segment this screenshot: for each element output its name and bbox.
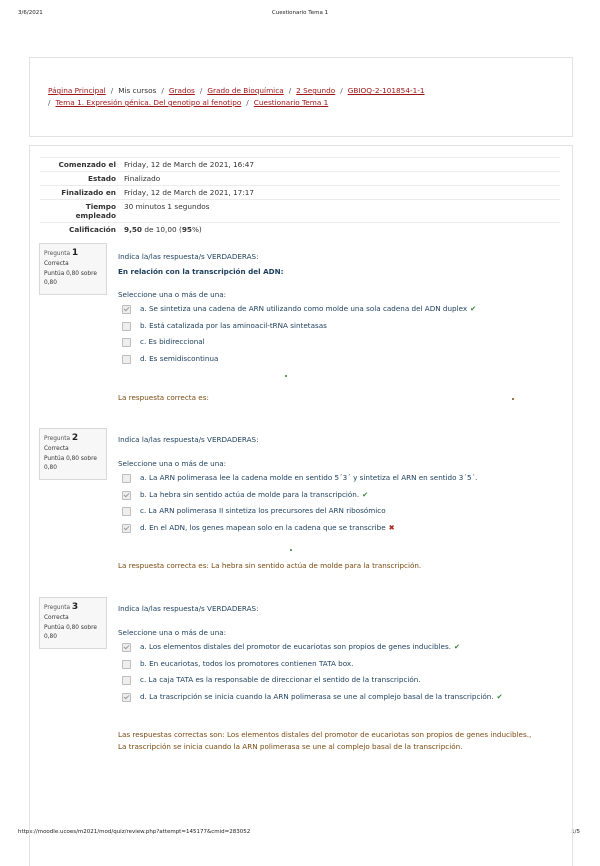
question-number: 3: [71, 602, 79, 612]
question-content: [118, 435, 548, 537]
answer-checkbox[interactable]: [122, 355, 131, 364]
answer-instruction: Seleccione una o más de una:: [118, 628, 227, 637]
right-answer: La respuesta correcta es:: [118, 393, 209, 402]
answer-checkbox[interactable]: [122, 676, 131, 685]
breadcrumb: Página Principal / Mis cursos / Grados / Grado de Bioquímica / 2 Segundo / GBIOQ-2-101854-1-1 / Tema 1. Expresión génica. Del genotipo al fenotipo / Cuestionario Tema 1: [48, 86, 425, 107]
print-url: https://moodle.ucoes/m2021/mod/quiz/review.php?attempt=145177&cmid=283052: [18, 829, 251, 835]
question-subtitle: En relación con la transcripción del ADN:: [118, 267, 284, 276]
question-points: Puntúa 0,80 sobre 0,80: [44, 456, 97, 471]
answer-checkbox[interactable]: [122, 643, 131, 652]
question-content: [118, 252, 548, 368]
answer-text: a. La ARN polimerasa lee la cadena molde en sentido 5´3´ y sintetiza el ARN en sentido 3´5´.: [140, 473, 478, 482]
answer-checkbox[interactable]: [122, 322, 131, 331]
answer-option: [118, 302, 548, 319]
question-content: [118, 604, 548, 706]
breadcrumb-biochemistry[interactable]: Grado de Bioquímica: [207, 86, 284, 95]
question-prompt: Indica la/las respuesta/s VERDADERAS:: [118, 604, 259, 613]
summary-value: Finalizado: [120, 172, 560, 186]
answer-checkbox[interactable]: [122, 491, 131, 500]
answer-checkbox[interactable]: [122, 693, 131, 702]
summary-row: [40, 200, 560, 223]
summary-key: Finalizado en: [40, 186, 120, 200]
answer-instruction: Seleccione una o más de una:: [118, 459, 227, 468]
answer-checkbox[interactable]: [122, 660, 131, 669]
summary-value: Friday, 12 de March de 2021, 16:47: [120, 158, 560, 172]
answer-option: [118, 521, 548, 538]
question-prompt: Indica la/las respuesta/s VERDADERAS:: [118, 435, 259, 444]
right-answer: La respuesta correcta es: La hebra sin sentido actúa de molde para la transcripción.: [118, 561, 422, 570]
answer-text: b. La hebra sin sentido actúa de molde para la transcripción.: [140, 489, 360, 499]
answer-option: [118, 690, 548, 707]
correct-check-icon: ✔: [470, 304, 477, 313]
grade-score: 9,50: [124, 225, 143, 234]
question-label: Pregunta: [44, 436, 71, 442]
feedback-dot: [285, 375, 287, 377]
breadcrumb-my-courses: Mis cursos: [118, 86, 157, 95]
answer-list: [118, 471, 548, 537]
question-label: Pregunta: [44, 605, 71, 611]
answer-checkbox[interactable]: [122, 305, 131, 314]
answer-text: c. Es bidireccional: [140, 337, 205, 346]
question-points: Puntúa 0,80 sobre 0,80: [44, 625, 97, 640]
answer-text: b. Está catalizada por las aminoacil-tRNA sintetasas: [140, 320, 327, 330]
feedback-dot: [512, 398, 514, 400]
question-info: [39, 243, 107, 295]
incorrect-cross-icon: ✖: [388, 522, 395, 532]
answer-option: [118, 352, 548, 369]
answer-option: [118, 471, 548, 488]
summary-key: Estado: [40, 172, 120, 186]
grade-percent: 95: [181, 225, 192, 234]
answer-list: [118, 302, 548, 368]
summary-row: [40, 223, 560, 237]
summary-row: [40, 158, 560, 172]
answer-text: d. Es semidiscontinua: [140, 353, 219, 363]
question-state: Correcta: [44, 615, 69, 621]
answer-option: [118, 657, 548, 674]
answer-checkbox[interactable]: [122, 474, 131, 483]
question-info: [39, 597, 107, 649]
print-date: 3/6/2021: [18, 10, 43, 16]
answer-instruction: Seleccione una o más de una:: [118, 290, 227, 299]
grade-total: de 10,00 (: [142, 225, 182, 234]
answer-option: [118, 335, 548, 352]
answer-checkbox[interactable]: [122, 507, 131, 516]
answer-option: [118, 319, 548, 336]
question-prompt: Indica la/las respuesta/s VERDADERAS:: [118, 252, 259, 261]
correct-check-icon: ✔: [362, 489, 369, 499]
correct-check-icon: ✔: [496, 691, 503, 701]
summary-key: Calificación: [40, 223, 120, 237]
question-points: Puntúa 0,80 sobre 0,80: [44, 271, 97, 286]
breadcrumb-panel: [29, 57, 573, 137]
question-state: Correcta: [44, 446, 69, 452]
answer-option: [118, 673, 548, 690]
summary-key: Tiempo empleado: [40, 200, 120, 223]
summary-row: [40, 172, 560, 186]
feedback-dot: [290, 549, 292, 551]
answer-option: [118, 488, 548, 505]
answer-text: d. La trascripción se inicia cuando la ARN polimerasa se une al complejo basal de la transcripción.: [140, 691, 494, 701]
breadcrumb-quiz[interactable]: Cuestionario Tema 1: [253, 98, 329, 107]
answer-option: [118, 640, 548, 657]
breadcrumb-home[interactable]: Página Principal: [48, 86, 106, 95]
summary-value: Friday, 12 de March de 2021, 17:17: [120, 186, 560, 200]
answer-checkbox[interactable]: [122, 524, 131, 533]
breadcrumb-course-code[interactable]: GBIOQ-2-101854-1-1: [347, 86, 425, 95]
question-label: Pregunta: [44, 251, 71, 257]
summary-row: [40, 186, 560, 200]
answer-text: a. Se sintetiza una cadena de ARN utilizando como molde una sola cadena del ADN duplex: [140, 304, 468, 313]
breadcrumb-topic[interactable]: Tema 1. Expresión génica. Del genotipo al fenotipo: [55, 98, 242, 107]
answer-text: c. La ARN polimerasa II sintetiza los precursores del ARN ribosómico: [140, 506, 386, 515]
grade-end: %): [192, 225, 202, 234]
grade-value: [120, 223, 560, 237]
breadcrumb-degrees[interactable]: Grados: [168, 86, 195, 95]
answer-text: d. En el ADN, los genes mapean solo en la cadena que se transcribe: [140, 522, 386, 532]
answer-text: a. Los elementos distales del promotor de eucariotas son propios de genes inducibles.: [140, 642, 452, 651]
question-number: 1: [71, 248, 79, 258]
question-number: 2: [71, 433, 79, 443]
summary-value: 30 minutos 1 segundos: [120, 200, 560, 223]
attempt-summary: [40, 157, 560, 236]
question-state: Correcta: [44, 261, 69, 267]
right-answer: Las respuestas correctas son: Los elementos distales del promotor de eucariotas son propios de genes inducibles., La trascripción se inicia cuando la ARN polimerasa se une al complejo basal de la transcripción.: [118, 730, 532, 751]
question-info: [39, 428, 107, 480]
answer-text: c. La caja TATA es la responsable de direccionar el sentido de la transcripción.: [140, 675, 421, 684]
print-title: Cuestionario Tema 1: [271, 10, 329, 16]
answer-text: b. En eucariotas, todos los promotores contienen TATA box.: [140, 658, 354, 668]
correct-check-icon: ✔: [454, 642, 461, 651]
breadcrumb-second-year[interactable]: 2 Segundo: [296, 86, 336, 95]
summary-key: Comenzado el: [40, 158, 120, 172]
answer-checkbox[interactable]: [122, 338, 131, 347]
print-page: 1/5: [571, 829, 580, 835]
answer-list: [118, 640, 548, 706]
answer-option: [118, 504, 548, 521]
